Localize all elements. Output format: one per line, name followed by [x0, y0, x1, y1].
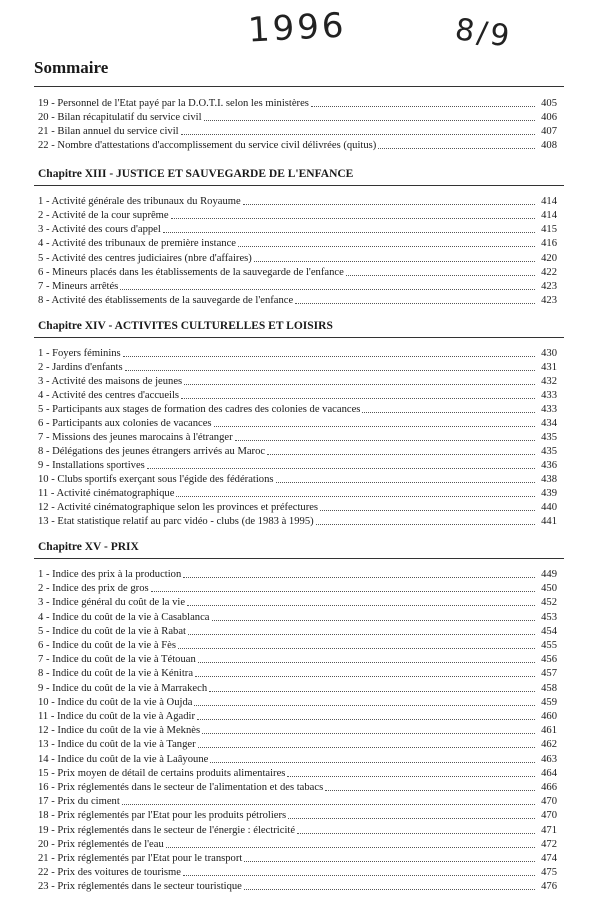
dot-leader [267, 454, 535, 455]
toc-entry-label: 1 - Activité générale des tribunaux du Royaume [38, 196, 241, 207]
toc-entry-page: 433 [541, 404, 557, 415]
toc-entry [38, 139, 557, 152]
toc-entry-label: 11 - Activité cinématographique [38, 488, 175, 499]
toc-entry-page: 434 [541, 418, 557, 429]
dot-leader [243, 204, 535, 205]
toc-entry-label: 9 - Indice du coût de la vie à Marrakech [38, 682, 208, 694]
dot-leader [176, 496, 535, 497]
toc-entry-page: 472 [541, 838, 557, 850]
dot-leader [125, 370, 535, 371]
chapter-heading: Chapitre XIV - ACTIVITES CULTURELLES ET LOISIRS [38, 320, 333, 332]
toc-entry-page: 463 [541, 753, 557, 765]
toc-entry-page: 462 [541, 739, 557, 751]
dot-leader [202, 733, 535, 734]
toc-entry-label: 5 - Indice du coût de la vie à Rabat [38, 625, 186, 637]
toc-entry [38, 515, 557, 528]
toc-entry [38, 266, 557, 279]
dot-leader [287, 776, 535, 777]
toc-entry-page: 460 [541, 711, 557, 722]
toc-entry [38, 596, 557, 609]
dot-leader [183, 875, 535, 876]
toc-entry-label: 10 - Indice du coût de la vie à Oujda [38, 696, 193, 708]
dot-leader [178, 648, 535, 649]
toc-entry [38, 767, 557, 780]
toc-entry-label: 5 - Participants aux stages de formation des cadres des colonies de vacances [38, 404, 361, 415]
toc-entry-label: 5 - Activité des centres judiciaires (nbre d'affaires) [38, 252, 252, 264]
toc-entry-page: 407 [541, 126, 557, 137]
dot-leader [320, 510, 535, 511]
toc-entry-page: 475 [541, 867, 557, 879]
dot-leader [254, 261, 535, 262]
dot-leader [288, 818, 535, 819]
handwritten-year: 1996 [247, 5, 348, 51]
toc-entry-label: 21 - Bilan annuel du service civil [38, 126, 179, 137]
toc-entry-label: 2 - Jardins d'enfants [38, 362, 123, 373]
toc-entry-page: 406 [541, 112, 557, 123]
page-title: Sommaire [34, 58, 109, 77]
toc-entry-label: 16 - Prix réglementés dans le secteur de l'alimentation et des tabacs [38, 782, 324, 793]
toc-entry [38, 866, 557, 879]
toc-entry-page: 408 [541, 140, 557, 151]
toc-entry-label: 7 - Mineurs arrêtés [38, 280, 119, 292]
dot-leader [123, 356, 535, 357]
toc-entry [38, 294, 557, 307]
title-rule [34, 86, 564, 87]
toc-entry [38, 582, 557, 595]
dot-leader [212, 620, 536, 621]
toc-entry-label: 3 - Activité des cours d'appel [38, 224, 161, 236]
toc-entry [38, 209, 557, 222]
toc-entry-page: 433 [541, 390, 557, 401]
dot-leader [210, 762, 535, 763]
toc-entry [38, 880, 557, 893]
toc-entry-page: 459 [541, 696, 557, 708]
toc-entry-label: 23 - Prix réglementés dans le secteur touristique [38, 881, 242, 893]
toc-entry-label: 3 - Activité des maisons de jeunes [38, 376, 183, 387]
chapter-rule [34, 185, 564, 186]
toc-entry [38, 653, 557, 666]
toc-entry [38, 223, 557, 236]
toc-entry-label: 2 - Indice des prix de gros [38, 583, 149, 595]
toc-entry-page: 470 [541, 810, 557, 822]
toc-entry-page: 435 [541, 432, 557, 443]
toc-entry-page: 464 [541, 767, 557, 779]
toc-entry-label: 20 - Bilan récapitulatif du service civil [38, 112, 202, 123]
toc-entry-page: 415 [541, 224, 557, 236]
toc-entry-page: 435 [541, 446, 557, 457]
toc-entry [38, 724, 557, 737]
toc-entry [38, 375, 557, 388]
toc-entry-page: 470 [541, 796, 557, 808]
toc-entry-page: 441 [541, 516, 557, 527]
toc-entry-label: 9 - Installations sportives [38, 460, 145, 471]
toc-entry-page: 452 [541, 597, 557, 609]
toc-entry-page: 432 [541, 376, 557, 387]
dot-leader [316, 524, 535, 525]
toc-entry [38, 824, 557, 837]
dot-leader [147, 468, 535, 469]
toc-entry-label: 4 - Activité des tribunaux de première instance [38, 238, 236, 250]
dot-leader [194, 705, 535, 706]
toc-entry-page: 461 [541, 725, 557, 737]
toc-entry-label: 22 - Nombre d'attestations d'accomplissement du service civil délivrées (quitus) [38, 140, 377, 151]
toc-entry-page: 476 [541, 881, 557, 893]
toc-entry [38, 445, 557, 458]
toc-entry-label: 21 - Prix réglementés par l'Etat pour le transport [38, 853, 243, 864]
toc-entry [38, 125, 557, 138]
toc-entry [38, 431, 557, 444]
toc-entry [38, 195, 557, 208]
toc-entry-page: 456 [541, 654, 557, 666]
toc-entry [38, 501, 557, 514]
dot-leader [171, 218, 535, 219]
toc-entry-label: 6 - Mineurs placés dans les établissements de la sauvegarde de l'enfance [38, 266, 344, 278]
toc-entry [38, 111, 557, 124]
toc-entry-page: 414 [541, 196, 557, 207]
toc-entry-label: 8 - Activité des établissements de la sauvegarde de l'enfance [38, 295, 294, 307]
toc-entry [38, 667, 557, 680]
dot-leader [122, 804, 535, 805]
toc-entry-page: 439 [541, 488, 557, 499]
toc-entry-page: 458 [541, 682, 557, 694]
toc-entry [38, 403, 557, 416]
toc-entry-page: 423 [541, 295, 557, 307]
dot-leader [378, 148, 535, 149]
toc-entry-page: 471 [541, 824, 557, 836]
dot-leader [183, 577, 535, 578]
toc-entry-label: 13 - Indice du coût de la vie à Tanger [38, 739, 196, 751]
toc-entry-page: 430 [541, 348, 557, 359]
toc-entry-page: 449 [541, 569, 557, 580]
toc-entry-label: 12 - Activité cinématographique selon les provinces et préfectures [38, 502, 319, 513]
toc-entry [38, 639, 557, 652]
toc-entry [38, 568, 557, 581]
toc-entry [38, 97, 557, 110]
dot-leader [184, 384, 535, 385]
toc-entry-label: 11 - Indice du coût de la vie à Agadir [38, 711, 195, 722]
toc-entry [38, 696, 557, 709]
toc-entry-label: 17 - Prix du ciment [38, 796, 120, 808]
toc-entry [38, 838, 557, 851]
toc-entry [38, 852, 557, 865]
toc-entry [38, 389, 557, 402]
toc-entry-label: 12 - Indice du coût de la vie à Meknès [38, 725, 201, 737]
toc-entry-label: 7 - Missions des jeunes marocains à l'étranger [38, 432, 233, 443]
toc-entry-page: 414 [541, 210, 557, 222]
toc-entry-page: 454 [541, 625, 557, 637]
toc-entry [38, 417, 557, 430]
toc-entry-page: 455 [541, 640, 557, 651]
toc-entry-label: 19 - Personnel de l'Etat payé par la D.O.T.I. selon les ministères [38, 98, 309, 109]
dot-leader [244, 889, 535, 890]
toc-entry-page: 436 [541, 460, 557, 471]
toc-entry-label: 10 - Clubs sportifs exerçant sous l'égide des fédérations [38, 474, 274, 485]
toc-entry [38, 611, 557, 624]
toc-entry-label: 6 - Indice du coût de la vie à Fès [38, 640, 176, 651]
dot-leader [188, 634, 535, 635]
toc-entry-label: 8 - Délégations des jeunes étrangers arrivés au Maroc [38, 446, 266, 457]
chapter-rule [34, 337, 564, 338]
toc-entry-label: 7 - Indice du coût de la vie à Tétouan [38, 654, 196, 666]
dot-leader [346, 275, 535, 276]
dot-leader [295, 303, 535, 304]
dot-leader [238, 246, 535, 247]
dot-leader [362, 412, 535, 413]
dot-leader [163, 232, 535, 233]
toc-entry-label: 2 - Activité de la cour suprême [38, 210, 169, 222]
toc-entry-page: 420 [541, 252, 557, 264]
toc-entry-label: 1 - Indice des prix à la production [38, 569, 182, 580]
dot-leader [244, 861, 535, 862]
chapter-rule [34, 558, 564, 559]
toc-entry-label: 19 - Prix réglementés dans le secteur de l'énergie : électricité [38, 824, 296, 836]
dot-leader [181, 134, 535, 135]
toc-entry-label: 1 - Foyers féminins [38, 348, 121, 359]
toc-entry [38, 473, 557, 486]
dot-leader [276, 482, 535, 483]
toc-entry [38, 682, 557, 695]
dot-leader [209, 691, 535, 692]
chapter-heading: Chapitre XV - PRIX [38, 541, 139, 553]
toc-entry-page: 416 [541, 238, 557, 250]
toc-entry [38, 738, 557, 751]
toc-entry-label: 22 - Prix des voitures de tourisme [38, 867, 181, 879]
toc-entry [38, 809, 557, 822]
dot-leader [311, 106, 535, 107]
toc-entry-page: 457 [541, 668, 557, 680]
toc-entry-page: 450 [541, 583, 557, 595]
dot-leader [197, 719, 535, 720]
handwritten-page-number: 8/9 [452, 12, 515, 55]
toc-entry-page: 431 [541, 362, 557, 373]
dot-leader [120, 289, 535, 290]
toc-entry [38, 459, 557, 472]
dot-leader [195, 676, 535, 677]
dot-leader [181, 398, 535, 399]
toc-entry-label: 15 - Prix moyen de détail de certains produits alimentaires [38, 767, 286, 779]
dot-leader [198, 747, 535, 748]
toc-entry-page: 423 [541, 280, 557, 292]
dot-leader [151, 591, 535, 592]
toc-entry-label: 3 - Indice général du coût de la vie [38, 597, 186, 609]
toc-entry-page: 438 [541, 474, 557, 485]
toc-entry-page: 474 [541, 853, 557, 864]
dot-leader [297, 833, 535, 834]
dot-leader [325, 790, 535, 791]
toc-entry-label: 4 - Activité des centres d'accueils [38, 390, 180, 401]
toc-entry-label: 14 - Indice du coût de la vie à Laâyoune [38, 753, 209, 765]
toc-entry-label: 20 - Prix réglementés de l'eau [38, 838, 164, 850]
toc-entry-page: 466 [541, 782, 557, 793]
toc-entry [38, 347, 557, 360]
toc-entry [38, 280, 557, 293]
toc-entry [38, 781, 557, 794]
toc-entry [38, 710, 557, 723]
toc-entry-page: 422 [541, 266, 557, 278]
toc-entry [38, 361, 557, 374]
toc-entry [38, 625, 557, 638]
dot-leader [235, 440, 535, 441]
toc-entry [38, 753, 557, 766]
toc-entry-label: 18 - Prix réglementés par l'Etat pour les produits pétroliers [38, 810, 287, 822]
toc-entry [38, 252, 557, 265]
toc-entry-label: 13 - Etat statistique relatif au parc vidéo - clubs (de 1983 à 1995) [38, 516, 314, 527]
toc-entry [38, 487, 557, 500]
dot-leader [198, 662, 535, 663]
toc-entry-label: 6 - Participants aux colonies de vacances [38, 418, 212, 429]
toc-entry-label: 4 - Indice du coût de la vie à Casablanca [38, 611, 210, 623]
chapter-heading: Chapitre XIII - JUSTICE ET SAUVEGARDE DE L'ENFANCE [38, 168, 354, 180]
toc-entry-page: 453 [541, 611, 557, 623]
toc-entry-label: 8 - Indice du coût de la vie à Kénitra [38, 668, 194, 680]
dot-leader [187, 605, 535, 606]
dot-leader [214, 426, 535, 427]
toc-entry [38, 237, 557, 250]
toc-entry [38, 795, 557, 808]
dot-leader [166, 847, 535, 848]
dot-leader [204, 120, 535, 121]
toc-entry-page: 405 [541, 98, 557, 109]
toc-entry-page: 440 [541, 502, 557, 513]
